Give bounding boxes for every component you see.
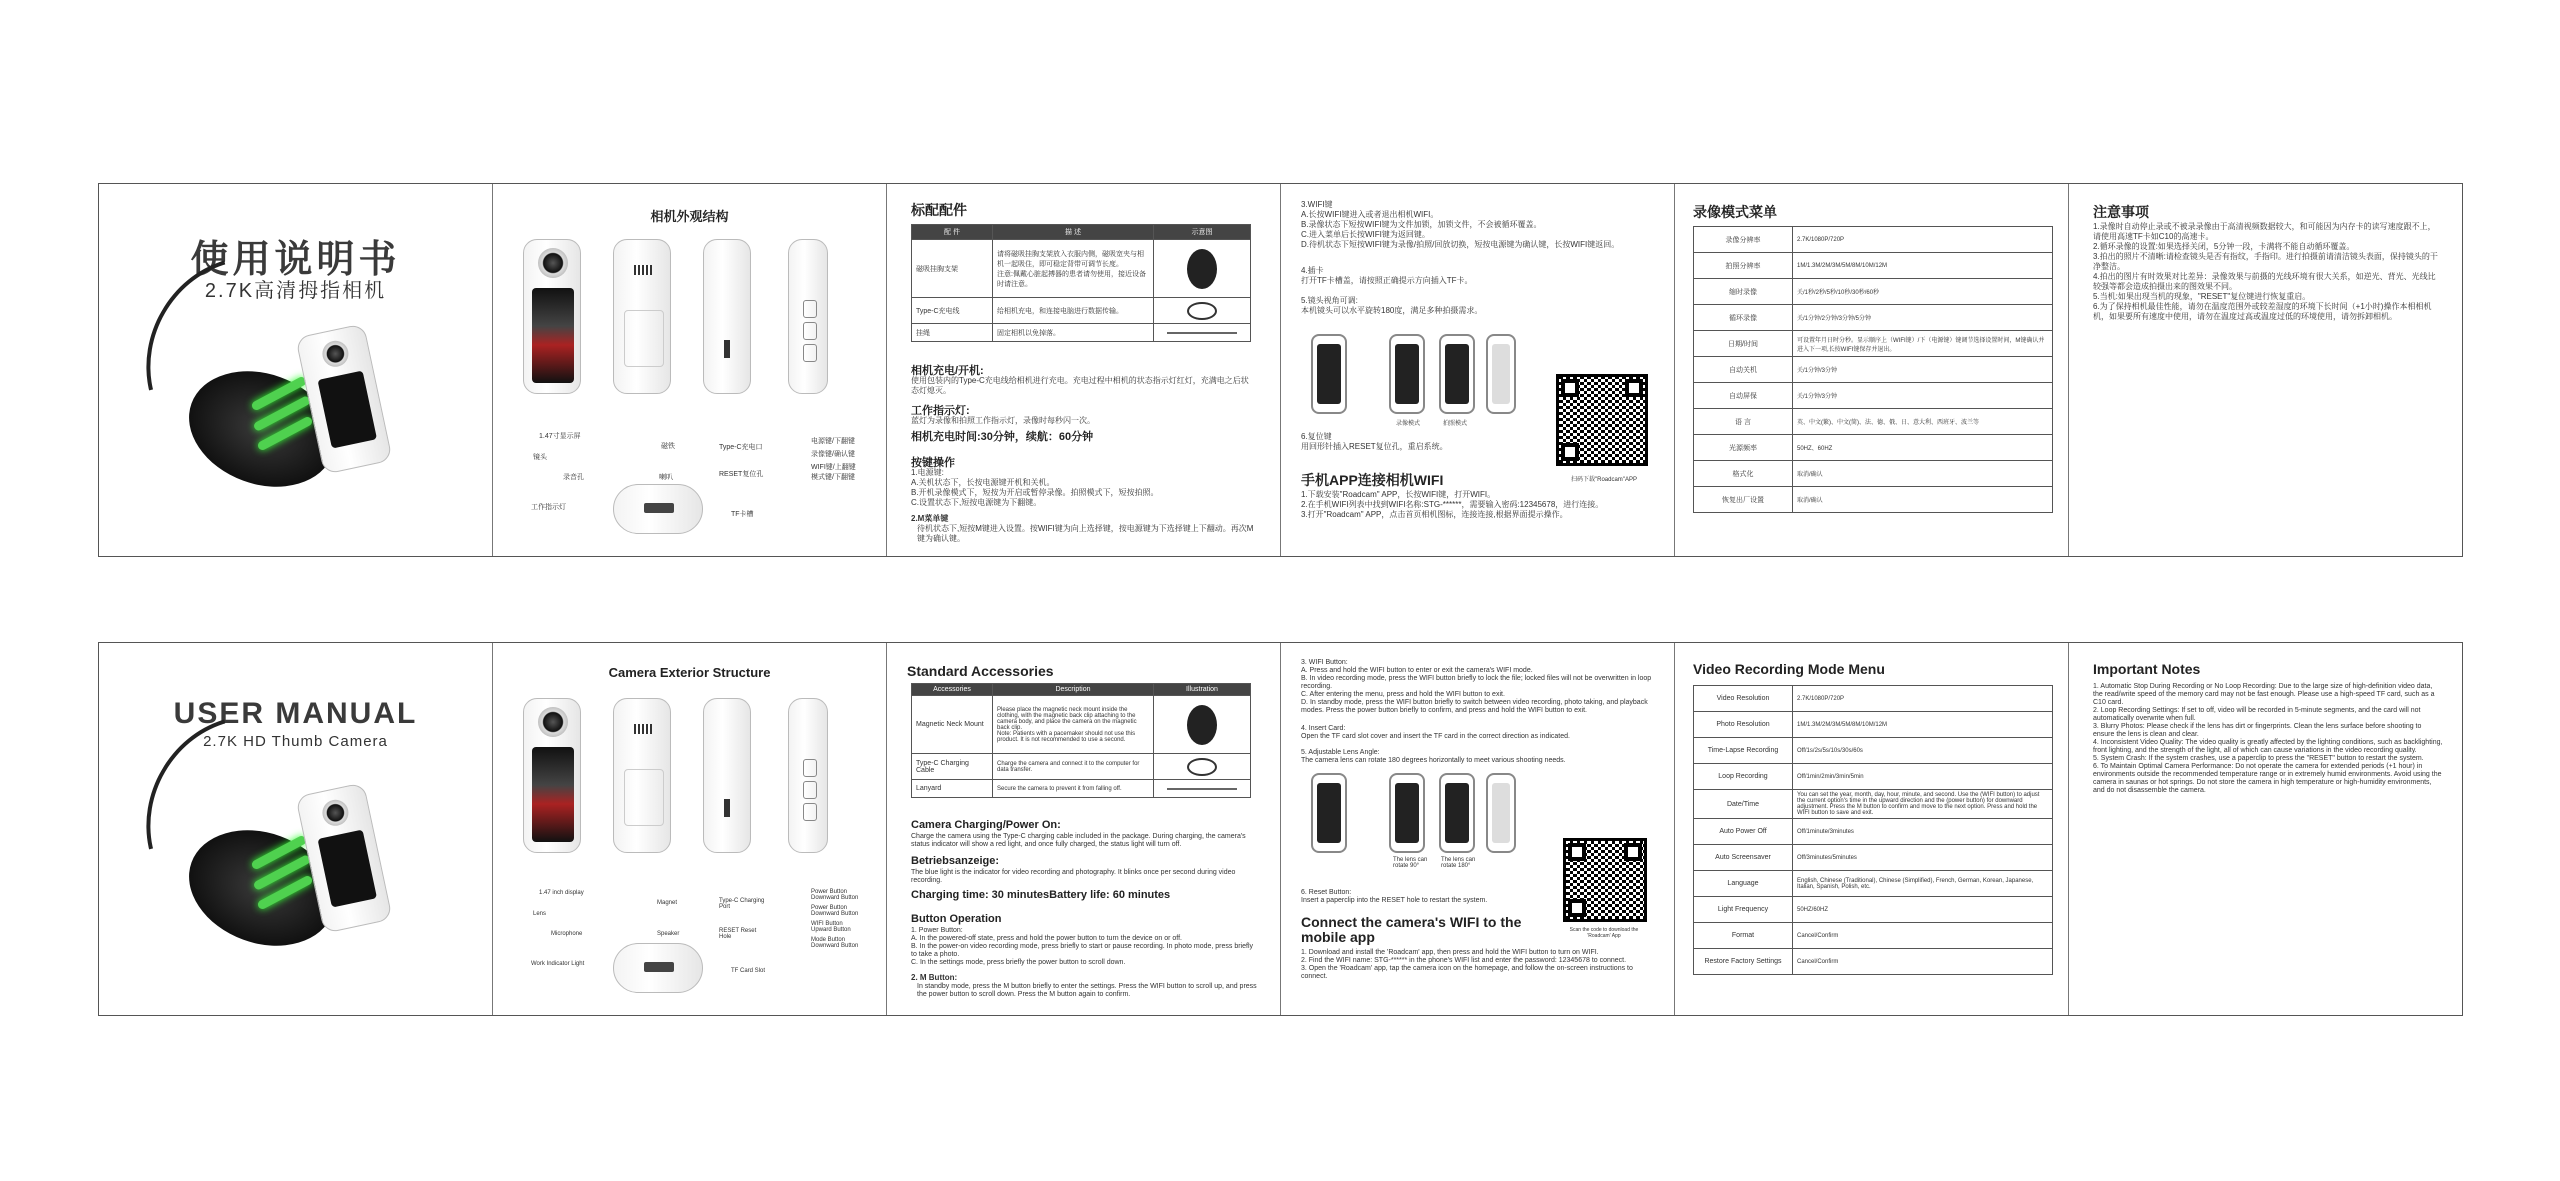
button-ops-title: Button Operation (911, 913, 1002, 925)
menu-setting-value: Cancel/Confirm (1793, 923, 2053, 949)
menu-row (1694, 383, 2053, 409)
reset-text: 6.复位键 用回形针插入RESET复位孔，重启系统。 (1301, 432, 1448, 451)
menu-setting-name: Date/Time (1694, 790, 1793, 819)
lens-angle-text: 5. Adjustable Lens Angle: The camera lens can rotate 180 degrees horizontally to meet various shooting needs. (1301, 749, 1566, 764)
label-speaker: 喇叭 (659, 474, 673, 481)
menu-row (1694, 305, 2053, 331)
manual-strip-english (98, 642, 2463, 1016)
menu-row (1694, 357, 2053, 383)
accessories-title: Standard Accessories (907, 663, 1054, 679)
accessories-table: Accessories Description Illustration Magnetic Neck Mount Please place the magnetic neck mount inside the clothing, with the magnetic back clip attaching to the camera body, and place the camera on the magnetic back clip. Note: Patients with a pacemaker should not use this product. It is not recommended to use a second. Type-C Charging Cable Charge the camera and connect it to the computer for data transfer. Lanyard Secure the camera to prevent it from falling off. (911, 683, 1251, 798)
app-text: 1. Download and install the 'Roadcam' app, then press and hold the WIFI button to turn on WIFI. 2. Find the WIFI name: STG-****** in the phone's WIFI list and enter the password: 12345678 to connect. 3. Open the 'Roadcam' app, tap the camera icon on the homepage, and follow the on-screen instructions to connect. (1301, 949, 1633, 980)
app-title: Connect the camera's WIFI to the mobile app (1301, 914, 1522, 945)
phone-image (1439, 334, 1475, 414)
label-mic: 录音孔 (563, 474, 584, 481)
menu-row (1694, 487, 2053, 513)
camera-right-view (788, 239, 828, 394)
notes-text: 1.录像时自动停止录或不被录录像由于高清视频数据较大，和可能因为内存卡的读写速度跟不上，请使用高速TF卡如C10的高速卡。 2.循环录像的设置:如果选择关闭，5分钟一段，卡满将不能自动循环覆盖。 3.拍出的照片不清晰:请检查镜头是否有指纹，手指印。进行拍摄前请清洁镜头表面，保持镜头的干净整洁。 4.拍出的图片有时效果对比差异：录像效果与前摄的光线环境有很大关系，如逆光、背光、光线比较强等都会造成拍摄出来的图效果不同。 5.当机:如果出现当机的现象，"RESET"复位键进行恢复重启。 6.为了保持相机最佳性能，请勿在温度范围外或较差湿度的环境下长时间（+1小时)操作本相相机机，如果要所有速度中使用，请勿在温度过高或温度过低的环境使用，请勿拆卸相机。 (2093, 222, 2438, 321)
menu-table (1693, 685, 2053, 975)
menu-setting-name: Photo Resolution (1694, 712, 1793, 738)
m-button-text: In standby mode, press the M button briefly to enter the settings. Press the WIFI button to scroll up, and press the power button to scroll down. Press the M button again to confirm. (917, 983, 1257, 998)
camera-right-view (788, 698, 828, 853)
label-reset: RESET Reset Hole (719, 928, 757, 940)
accessories-panel (887, 184, 1281, 556)
menu-setting-value: 关/1分钟/2分钟/3分钟/5分钟 (1793, 305, 2053, 331)
accessories-table: 配 件 描 述 示意图 磁吸挂胸支架 请将磁吸挂胸支架放入衣服内侧，磁吸宽夹与相机一起吸住，即可稳定背带可调节长度。 注意:佩戴心脏起搏器的患者请勿使用，接近设备时请注意。 Type-C充电线 给相机充电，和连接电脑进行数据传输。 挂绳 固定相机以免掉落。 (911, 224, 1251, 342)
menu-setting-value: Off/1minute/3minutes (1793, 819, 2053, 845)
label-reset: RESET复位孔 (719, 471, 764, 478)
camera-front-view (523, 698, 581, 853)
menu-setting-name: 恢复出厂设置 (1694, 487, 1793, 513)
menu-table (1693, 226, 2053, 513)
charging-text: 使用包装内的Type-C充电线给相机进行充电。充电过程中相机的状态指示灯红灯，充满电之后状态灯熄灭。 (911, 376, 1249, 395)
phone-label: The lens can rotate 90° (1393, 857, 1428, 869)
notes-panel (2069, 184, 2464, 556)
charging-text: Charge the camera using the Type-C charging cable included in the package. During charging, the camera's status indicator will show a red light, and once fully charged, the status light will turn off. (911, 833, 1246, 848)
label-display: 1.47寸显示屏 (539, 433, 581, 440)
phone-image (1486, 334, 1516, 414)
label-mode-btn: Mode Button Downward Button (811, 937, 859, 949)
menu-row (1694, 897, 2053, 923)
label-magnet: 磁铁 (661, 443, 675, 450)
label-mic: Microphone (551, 931, 583, 937)
label-tf-slot: TF卡槽 (731, 511, 754, 518)
menu-setting-name: Format (1694, 923, 1793, 949)
indicator-text: The blue light is the indicator for video recording and photography. It blinks once per second during video recording. (911, 869, 1236, 884)
menu-setting-name: 自动屏保 (1694, 383, 1793, 409)
insert-card-text: 4.插卡 打开TF卡槽盖，请按照正确提示方向插入TF卡。 (1301, 266, 1473, 285)
menu-setting-name: 光源频率 (1694, 435, 1793, 461)
notes-title: 注意事项 (2093, 204, 2149, 220)
menu-panel (1675, 643, 2069, 1015)
menu-setting-name: Language (1694, 871, 1793, 897)
label-lens: Lens (533, 911, 547, 917)
phone-image (1486, 773, 1516, 853)
insert-card-text: 4. Insert Card: Open the TF card slot cover and insert the TF card in the correct direction as indicated. (1301, 725, 1570, 740)
menu-row (1694, 764, 2053, 790)
charge-time: Charging time: 30 minutesBattery life: 60 minutes (911, 889, 1171, 901)
menu-setting-value: 英、中文(繁)、中文(简)、法、德、俄、日、意大利、西班牙、波兰等 (1793, 409, 2053, 435)
menu-setting-name: Auto Screensaver (1694, 845, 1793, 871)
camera-bottom-view (613, 943, 703, 993)
app-title: 手机APP连接相机WIFI (1301, 472, 1444, 488)
menu-setting-value: You can set the year, month, day, hour, minute, and second. Use the (WIFI button) to adjust the current option's time in the upward direction and the (power button) for downward adjustment. Press the M button to confirm and move to the next option. Press and hold the WIFI button to save and exit. (1793, 790, 2053, 819)
menu-row (1694, 845, 2053, 871)
menu-row (1694, 409, 2053, 435)
menu-setting-value: Off/1min/2min/3min/5min (1793, 764, 2053, 790)
phone-image (1311, 773, 1347, 853)
accessories-title: 标配配件 (911, 202, 967, 218)
charging-title: 相机充电/开机: (911, 365, 984, 377)
label-power-btn: 电源键/下翻键 (811, 438, 855, 445)
menu-setting-name: 自动关机 (1694, 357, 1793, 383)
structure-title: Camera Exterior Structure (608, 665, 771, 680)
menu-row (1694, 331, 2053, 357)
menu-setting-value: 关/1秒/2秒/5秒/10秒/30秒/60秒 (1793, 279, 2053, 305)
menu-setting-name: Time-Lapse Recording (1694, 738, 1793, 764)
wifi-panel (1281, 643, 1675, 1015)
lens-angle-text: 5.镜头视角可调: 本机镜头可以水平旋转180度，满足多种拍摄需求。 (1301, 296, 1483, 315)
cover-subtitle: 2.7K高清拇指相机 (204, 280, 387, 302)
label-typec: Type-C Charging Port (719, 898, 765, 910)
menu-row (1694, 435, 2053, 461)
manual-strip-chinese (98, 183, 2463, 557)
label-indicator: 工作指示灯 (531, 504, 566, 511)
button-ops-title: 按键操作 (911, 457, 955, 469)
menu-setting-value: 1M/1.3M/2M/3M/5M/8M/10M/12M (1793, 712, 2053, 738)
label-wifi-btn: WIFI Button Upward Button (811, 921, 851, 933)
structure-title: 相机外观结构 (650, 209, 729, 224)
menu-setting-name: 格式化 (1694, 461, 1793, 487)
menu-setting-value: 2.7K/1080P/720P (1793, 227, 2053, 253)
label-indicator: Work Indicator Light (531, 961, 585, 967)
menu-row (1694, 819, 2053, 845)
menu-setting-value: 1M/1.3M/2M/3M/5M/8M/10M/12M (1793, 253, 2053, 279)
indicator-title: 工作指示灯: (911, 405, 970, 417)
cover-panel (99, 643, 493, 1015)
menu-row (1694, 738, 2053, 764)
m-button-title: 2. M Button: (911, 973, 958, 982)
label-record-btn: 录像键/确认键 (811, 451, 855, 458)
cover-subtitle: 2.7K HD Thumb Camera (203, 733, 388, 750)
phone-label: 拍照模式 (1443, 421, 1468, 427)
indicator-title: Betriebsanzeige: (911, 855, 1000, 867)
menu-setting-value: English, Chinese (Traditional), Chinese (Simplified), French, German, Korean, Japanese, Italian, Spanish, Polish, etc. (1793, 871, 2053, 897)
camera-side-view (703, 239, 751, 394)
m-button-text: 待机状态下,短按M键进入设置。按WIFI键为向上选择键，按电源键为下选择键上下翻动。再次M键为确认键。 (917, 524, 1254, 543)
button-ops-text: 1.电源键: A.关机状态下，长按电源键开机和关机。 B.开机录像模式下，短按为开启或暂停录像。拍照模式下，短按拍照。 C.设置状态下,短按电源键为下翻键。 (911, 468, 1159, 507)
qr-caption: 扫码下载"Roadcam"APP (1571, 477, 1637, 483)
app-text: 1.下载安装"Roadcam" APP，长按WIFI键，打开WIFI。 2.在手机WIFI列表中找到WIFI名称:STG-******，需要输入密码:12345678，进行连接。 3.打开"Roadcam" APP，点击首页相机图标，连接连接,根据界面提示操作。 (1301, 490, 1604, 519)
structure-panel (493, 184, 887, 556)
phone-image (1439, 773, 1475, 853)
menu-setting-value: 关/1分钟/3分钟 (1793, 383, 2053, 409)
label-typec: Type-C充电口 (719, 444, 763, 451)
notes-text: 1. Automatic Stop During Recording or No Loop Recording: Due to the large size of high-definition video data, the read/write speed of the memory card may not be fast enough. Please use a high-speed TF card, such as a C10 card. 2. Loop Recording Settings: If set to off, video will be recorded in 5-minute segments, and the card will not automatically overwrite when full. 3. Blurry Photos: Please check if the lens has dirt or fingerprints. Clean the lens surface before shooting to ensure the lens is clean and clear. 4. Inconsistent Video Quality: The video quality is greatly affected by the lighting conditions, such as backlighting, front lighting, and the strength of the light, all of which can cause variations in the video recording quality. 5. System Crash: If the system crashes, use a paperclip to press the "RESET" button to restart the system. 6. To Maintain Optimal Camera Performance: Do not operate the camera for extended periods (+1 hour) in environments outside the recommended temperature range or in extremely humid environments. Avoid using the camera in saunas or hot springs. Do not store the camera in high temperature or high-humidity environments, and do not disassemble the camera. (2093, 683, 2443, 794)
menu-row (1694, 949, 2053, 975)
wifi-button-text: 3. WIFI Button: A. Press and hold the WIFI button to enter or exit the camera's WIFI mode. B. In video recording mode, press the WIFI button briefly to lock the file; locked files will not be overwritten in loop recording. C. After entering the menu, press and hold the WIFI button to exit. D. In standby mode, press the WIFI button briefly to switch between video recording, photo taking, and playback modes. Press the power button briefly to confirm, and press and hold the WIFI button to exit. (1301, 659, 1652, 714)
phone-image (1389, 334, 1425, 414)
notes-title: Important Notes (2093, 661, 2201, 677)
m-button-title: 2.M菜单键 (911, 514, 949, 523)
reset-text: 6. Reset Button: Insert a paperclip into the RESET hole to restart the system. (1301, 889, 1488, 904)
label-wifi-btn: WIFI键/上翻键 模式键/下翻键 (811, 464, 856, 481)
accessories-panel (887, 643, 1281, 1015)
menu-title: Video Recording Mode Menu (1693, 661, 1885, 677)
camera-back-view (613, 698, 671, 853)
camera-back-view (613, 239, 671, 394)
menu-setting-name: 日期/时间 (1694, 331, 1793, 357)
menu-setting-value: Off/3minutes/5minutes (1793, 845, 2053, 871)
cover-title: USER MANUAL (173, 697, 418, 730)
camera-side-view (703, 698, 751, 853)
notes-panel (2069, 643, 2464, 1015)
phone-label: 录像模式 (1396, 421, 1421, 427)
charging-title: Camera Charging/Power On: (911, 819, 1061, 831)
phone-label: The lens can rotate 180° (1441, 857, 1476, 869)
menu-row (1694, 461, 2053, 487)
menu-row (1694, 686, 2053, 712)
menu-setting-name: 拍照分辨率 (1694, 253, 1793, 279)
menu-row (1694, 279, 2053, 305)
menu-title: 录像模式菜单 (1693, 204, 1777, 220)
menu-setting-name: 语 言 (1694, 409, 1793, 435)
menu-row (1694, 227, 2053, 253)
menu-setting-name: Auto Power Off (1694, 819, 1793, 845)
menu-setting-value: Cancel/Confirm (1793, 949, 2053, 975)
menu-row (1694, 923, 2053, 949)
phone-image (1389, 773, 1425, 853)
label-power-btn-2: Power Button Downward Button (811, 905, 859, 917)
menu-row (1694, 712, 2053, 738)
menu-setting-value: 50HZ、60HZ (1793, 435, 2053, 461)
button-ops-text: 1. Power Button: A. In the powered-off state, press and hold the power button to turn the device on or off. B. In the power-on video recording mode, press briefly to start or pause recording. In photo mode, press briefly to take a photo. C. In the settings mode, press briefly the power button to scroll down. (911, 927, 1254, 966)
qr-code (1556, 374, 1648, 466)
qr-caption: Scan the code to download the 'Roadcam' App (1569, 927, 1639, 939)
menu-setting-value: 取消/确认 (1793, 487, 2053, 513)
structure-panel (493, 643, 887, 1015)
menu-setting-name: Video Resolution (1694, 686, 1793, 712)
menu-setting-value: 可设置年月日时分秒。显示顺序上（WIFI键）/下（电源键）键调节选择设置时间，M键确认并进入下一项,长按WIFI键保存并退出。 (1793, 331, 2053, 357)
menu-panel (1675, 184, 2069, 556)
menu-row (1694, 253, 2053, 279)
menu-setting-value: 50HZ/60HZ (1793, 897, 2053, 923)
menu-setting-value: 2.7K/1080P/720P (1793, 686, 2053, 712)
label-power-btn: Power Button Downward Button (811, 889, 859, 901)
cover-title: 使用说明书 (190, 239, 401, 281)
menu-setting-value: 取消/确认 (1793, 461, 2053, 487)
menu-setting-name: Loop Recording (1694, 764, 1793, 790)
camera-bottom-view (613, 484, 703, 534)
camera-front-view (523, 239, 581, 394)
menu-setting-value: Off/1s/2s/5s/10s/30s/60s (1793, 738, 2053, 764)
menu-setting-value: 关/1分钟/3分钟 (1793, 357, 2053, 383)
label-speaker: Speaker (657, 931, 680, 937)
menu-setting-name: Light Frequency (1694, 897, 1793, 923)
menu-row (1694, 871, 2053, 897)
menu-row (1694, 790, 2053, 819)
indicator-text: 蓝灯为录像和拍照工作指示灯，录像时每秒闪一次。 (911, 416, 1095, 425)
menu-setting-name: 录像分辨率 (1694, 227, 1793, 253)
wifi-panel (1281, 184, 1675, 556)
charge-time: 相机充电时间:30分钟，续航：60分钟 (911, 431, 1094, 443)
label-display: 1.47 inch display (539, 890, 584, 896)
label-magnet: Magnet (657, 900, 678, 906)
wifi-button-text: 3.WIFI键 A.长按WIFI键进入或者退出相机WIFI。 B.录像状态下短按WIFI键为文件加锁，加锁文件，不会被循环覆盖。 C.进入菜单后长按WIFI键为返回键。 D.待机状态下短按WIFI键为录像/拍照/回放切换，短按电源键为确认键，长按WIFI键返回。 (1301, 200, 1620, 249)
cover-panel (99, 184, 493, 556)
menu-setting-name: 循环录像 (1694, 305, 1793, 331)
menu-setting-name: Restore Factory Settings (1694, 949, 1793, 975)
phone-image (1311, 334, 1347, 414)
label-tf-slot: TF Card Slot (731, 968, 766, 974)
qr-code (1563, 838, 1647, 922)
label-lens: 镜头 (533, 454, 547, 461)
menu-setting-name: 缩时录像 (1694, 279, 1793, 305)
